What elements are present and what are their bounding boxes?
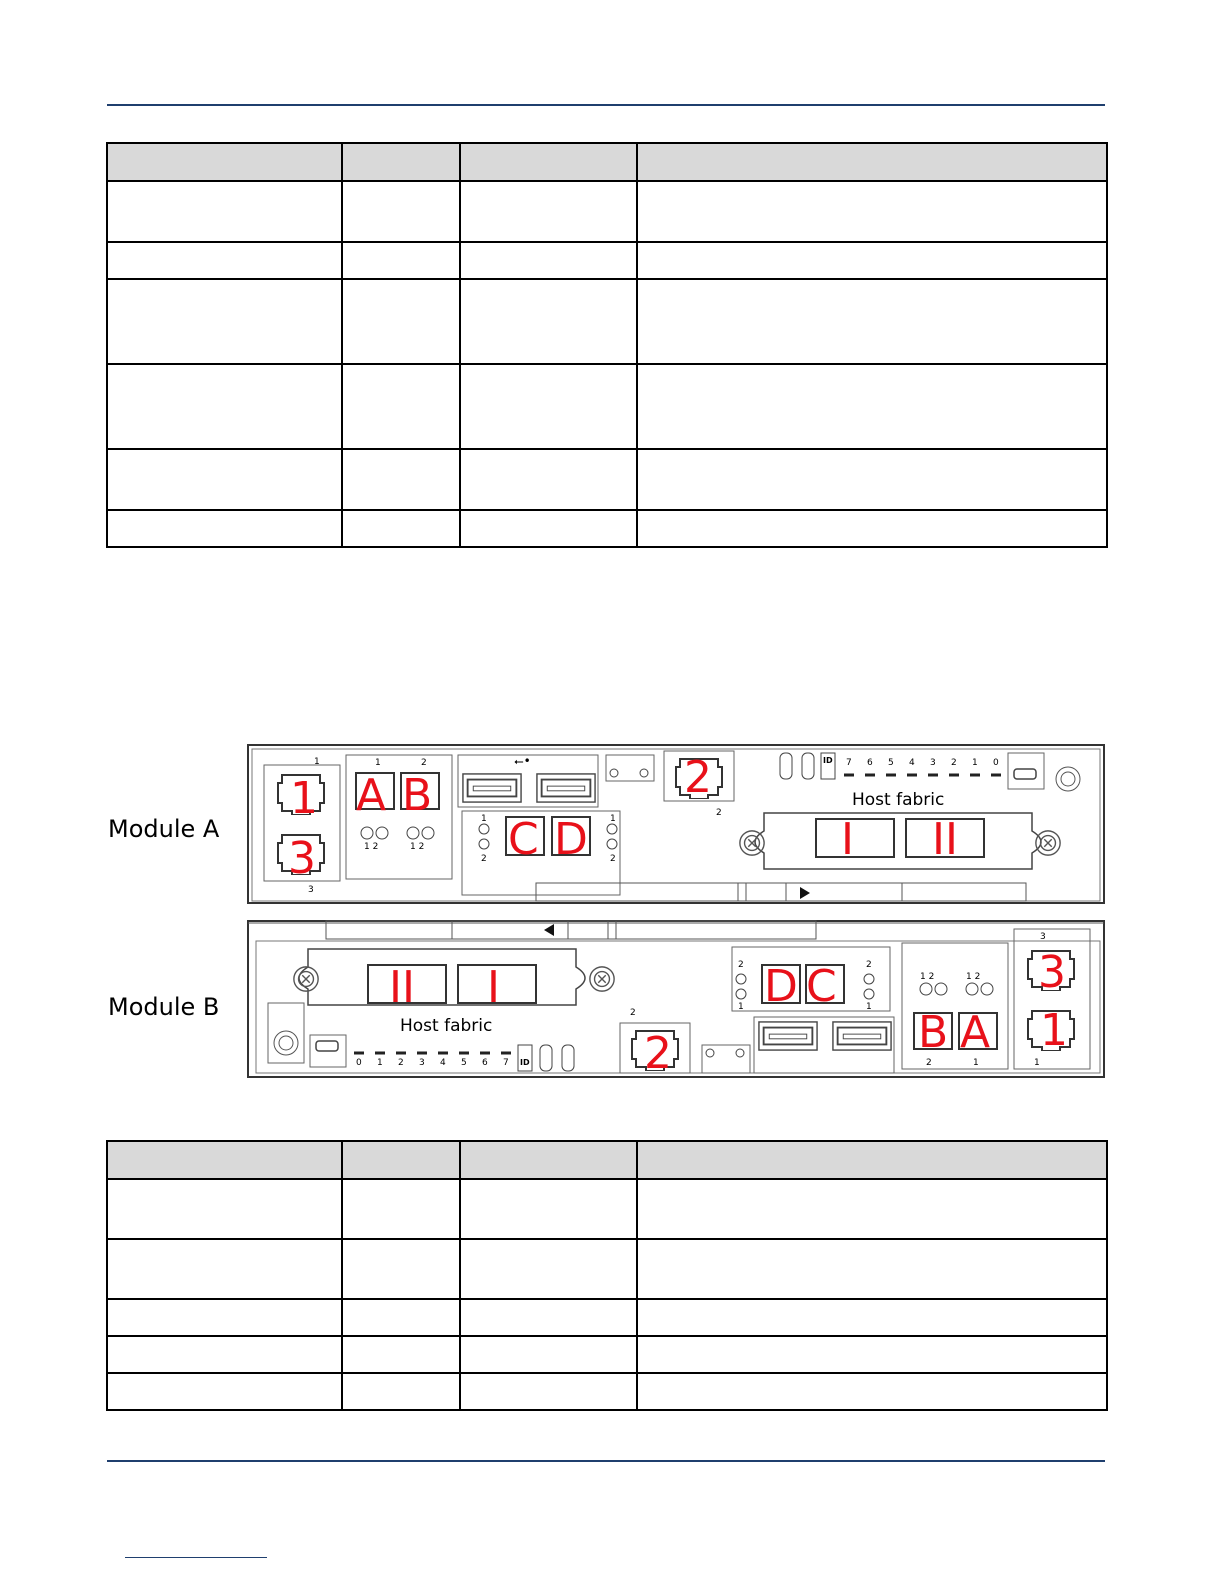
table-cell (637, 510, 1107, 547)
table-cell (107, 1299, 342, 1336)
callout-host-2: II (389, 962, 415, 1013)
callout-mgmt-1: 1 (1040, 1005, 1068, 1056)
bit-digit: 2 (951, 758, 957, 768)
table-cell (107, 242, 342, 279)
header-cell (107, 1141, 342, 1179)
small-label: 1 (481, 814, 487, 824)
bit-digit: 1 (377, 1058, 383, 1068)
table-cell (460, 242, 637, 279)
small-label: 1 (375, 758, 381, 768)
host-fabric-label: Host fabric (852, 790, 945, 810)
bit-digit: 0 (993, 758, 999, 768)
led-label: 1 2 (364, 842, 379, 852)
table-row (107, 449, 1107, 510)
table-cell (342, 510, 460, 547)
table-cell (460, 1373, 637, 1410)
usb-icon: ⭠• (514, 754, 531, 768)
table-cell (637, 1373, 1107, 1410)
header-rule (107, 104, 1105, 106)
table-cell (107, 510, 342, 547)
small-label: 2 (866, 960, 872, 970)
small-label: 2 (630, 1008, 636, 1018)
callout-mgmt-3: 3 (1038, 947, 1066, 998)
callout-host-2: II (932, 814, 958, 865)
table-cell (460, 279, 637, 364)
table-cell (460, 510, 637, 547)
table-cell (460, 449, 637, 510)
top-table (106, 142, 1108, 548)
table-cell (342, 181, 460, 242)
led-label: 1 2 (410, 842, 425, 852)
led-label: 1 2 (920, 972, 935, 982)
table-cell (637, 279, 1107, 364)
header-cell (342, 143, 460, 181)
bit-digit: 5 (888, 758, 894, 768)
table-cell (460, 1299, 637, 1336)
header-cell (637, 143, 1107, 181)
table-cell (637, 449, 1107, 510)
bit-digit: 7 (846, 758, 852, 768)
table-cell (637, 242, 1107, 279)
callout-mgmt-1: 1 (290, 773, 318, 824)
bit-digit: 0 (356, 1058, 362, 1068)
callout-sas-d: D (764, 961, 798, 1012)
callout-sas-a: A (356, 770, 387, 821)
bottom-table (106, 1140, 1108, 1411)
table-cell (637, 364, 1107, 449)
table-header-row (107, 143, 1107, 181)
table-cell (342, 1336, 460, 1373)
header-cell (637, 1141, 1107, 1179)
table-cell (637, 1179, 1107, 1239)
small-label: 1 (314, 757, 320, 767)
small-label: 2 (481, 854, 487, 864)
table-cell (107, 1336, 342, 1373)
small-label: 1 (973, 1058, 979, 1068)
small-label: 1 (1034, 1058, 1040, 1068)
header-cell (107, 143, 342, 181)
table-row (107, 181, 1107, 242)
small-label: 2 (716, 808, 722, 818)
callout-sas-b: B (402, 770, 433, 821)
table-header-row (107, 1141, 1107, 1179)
callout-sas-d: D (554, 814, 588, 865)
table-cell (460, 181, 637, 242)
table-row (107, 242, 1107, 279)
bit-digit: 7 (503, 1058, 509, 1068)
table-cell (107, 364, 342, 449)
table-cell (107, 181, 342, 242)
table-cell (342, 1239, 460, 1299)
table-cell (107, 1179, 342, 1239)
table-cell (342, 242, 460, 279)
table-row (107, 510, 1107, 547)
table-row (107, 1336, 1107, 1373)
table-row (107, 1239, 1107, 1299)
table-cell (460, 1179, 637, 1239)
small-label: 1 (738, 1002, 744, 1012)
small-label: 3 (308, 885, 314, 895)
table-row (107, 364, 1107, 449)
callout-host-1: I (841, 814, 854, 865)
header-cell (460, 1141, 637, 1179)
small-label: 2 (738, 960, 744, 970)
table-cell (637, 181, 1107, 242)
table-cell (342, 1299, 460, 1336)
bit-digit: 3 (419, 1058, 425, 1068)
bit-digit: 1 (972, 758, 978, 768)
callout-sas-c: C (806, 961, 837, 1012)
table-cell (637, 1299, 1107, 1336)
table-cell (637, 1336, 1107, 1373)
callout-sas-a: A (960, 1007, 991, 1058)
table-row (107, 1373, 1107, 1410)
table-cell (342, 449, 460, 510)
bit-digit: 3 (930, 758, 936, 768)
bit-digit: 4 (909, 758, 915, 768)
small-label: 2 (421, 758, 427, 768)
table-cell (342, 1179, 460, 1239)
callout-sas-b: B (918, 1007, 949, 1058)
host-fabric-label: Host fabric (400, 1016, 493, 1036)
small-label: 1 (610, 814, 616, 824)
module-a-label: Module A (108, 815, 220, 843)
table-row (107, 1299, 1107, 1336)
table-row (107, 279, 1107, 364)
footer-rule (107, 1460, 1105, 1462)
callout-host-1: I (487, 962, 500, 1013)
module-b-label: Module B (108, 993, 220, 1021)
bit-digit: 6 (867, 758, 873, 768)
led-label: 1 2 (966, 972, 981, 982)
bit-digit: 5 (461, 1058, 467, 1068)
controller-module-diagram (100, 735, 1110, 1080)
footer-link-underline[interactable] (125, 1557, 267, 1558)
callout-sas-c: C (508, 814, 539, 865)
header-cell (460, 143, 637, 181)
bit-led-row (844, 758, 1001, 775)
header-cell (342, 1141, 460, 1179)
table-cell (342, 1373, 460, 1410)
table-cell (637, 1239, 1107, 1299)
table-cell (342, 279, 460, 364)
table-row (107, 1179, 1107, 1239)
id-label: ID (823, 756, 833, 765)
table-cell (107, 1373, 342, 1410)
table-cell (107, 279, 342, 364)
id-label: ID (520, 1058, 530, 1067)
small-label: 2 (610, 854, 616, 864)
table-cell (460, 1239, 637, 1299)
small-label: 1 (866, 1002, 872, 1012)
table-cell (107, 449, 342, 510)
callout-serial-2: 2 (644, 1028, 672, 1079)
table-cell (342, 364, 460, 449)
table-cell (460, 1336, 637, 1373)
callout-serial-2: 2 (684, 752, 712, 803)
small-label: 3 (1040, 932, 1046, 942)
table-cell (460, 364, 637, 449)
bit-digit: 4 (440, 1058, 446, 1068)
module-a-panel (248, 745, 1104, 903)
bit-led-row (354, 1053, 511, 1068)
small-label: 2 (926, 1058, 932, 1068)
callout-mgmt-3: 3 (288, 833, 316, 884)
bit-digit: 2 (398, 1058, 404, 1068)
bit-digit: 6 (482, 1058, 488, 1068)
table-cell (107, 1239, 342, 1299)
